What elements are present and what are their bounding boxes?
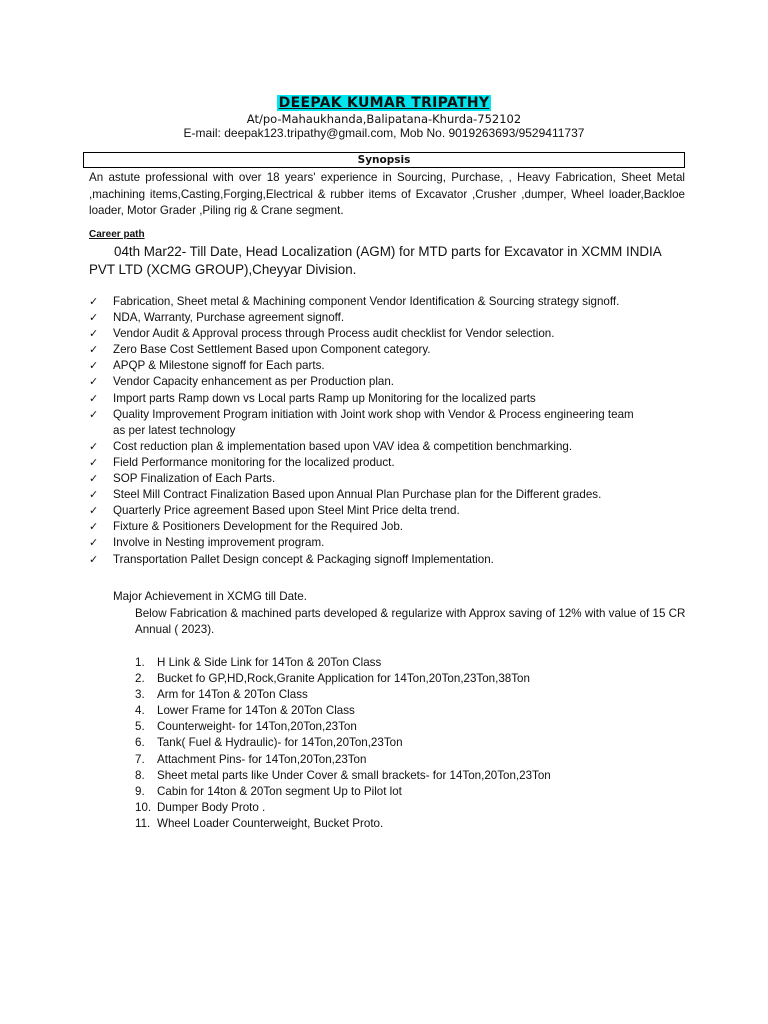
- achievement-number: 4.: [135, 704, 145, 718]
- responsibility-text: Zero Base Cost Settlement Based upon Component category.: [113, 343, 431, 357]
- achievement-text: Sheet metal parts like Under Cover & small brackets- for 14Ton,20Ton,23Ton: [157, 768, 551, 782]
- responsibility-text: Vendor Capacity enhancement as per Production plan.: [113, 375, 395, 389]
- responsibility-text: APQP & Milestone signoff for Each parts.: [113, 359, 325, 373]
- responsibility-text: NDA, Warranty, Purchase agreement signoff.: [113, 311, 345, 325]
- achievement-item: [135, 719, 655, 735]
- contact-line: E-mail: deepak123.tripathy@gmail.com, Mob No. 9019263693/9529411737: [183, 126, 585, 140]
- career-path-label: Career path: [89, 229, 145, 240]
- achievement-number: 1.: [135, 656, 145, 669]
- achievement-text: Tank( Fuel & Hydraulic)- for 14Ton,20Ton,23Ton: [157, 736, 403, 750]
- responsibility-item: [89, 487, 649, 503]
- achievement-item: [135, 768, 655, 784]
- current-role-text: 04th Mar22- Till Date, Head Localization (AGM) for MTD parts for Excavator in XCMM INDIA PVT LTD (XCMG GROUP),Cheyyar Division.: [89, 244, 661, 277]
- responsibility-item: [89, 294, 649, 310]
- achievement-item: [135, 687, 655, 703]
- responsibility-text: Involve in Nesting improvement program.: [113, 536, 325, 550]
- achievement-number: 5.: [135, 720, 145, 734]
- check-icon: ✓: [89, 327, 99, 341]
- achievement-item: [135, 752, 655, 768]
- achievement-item: [135, 816, 655, 832]
- achievement-text: Wheel Loader Counterweight, Bucket Proto.: [157, 816, 384, 830]
- achievement-number: 8.: [135, 768, 145, 782]
- check-icon: ✓: [89, 504, 99, 518]
- achievements-description: Below Fabrication & machined parts developed & regularize with Approx saving of 12% with value of 15 CR Annual ( 2023).: [135, 607, 686, 636]
- responsibility-item: [89, 455, 649, 471]
- responsibility-item: [89, 519, 649, 535]
- achievement-text: Counterweight- for 14Ton,20Ton,23Ton: [157, 720, 357, 734]
- achievement-text: Dumper Body Proto .: [157, 800, 266, 814]
- responsibility-text: Quarterly Price agreement Based upon Steel Mint Price delta trend.: [113, 504, 460, 518]
- candidate-name: DEEPAK KUMAR TRIPATHY: [278, 95, 490, 111]
- check-icon: ✓: [89, 375, 99, 389]
- responsibilities-list: [89, 294, 649, 568]
- responsibility-item: [89, 310, 649, 326]
- responsibility-item: [89, 439, 649, 455]
- achievement-number: 3.: [135, 688, 145, 702]
- responsibility-text: Vendor Audit & Approval process through Process audit checklist for Vendor selection.: [113, 327, 555, 341]
- achievement-number: 6.: [135, 736, 145, 750]
- responsibility-item: [89, 471, 649, 487]
- responsibility-item: [89, 407, 649, 439]
- responsibility-text: Cost reduction plan & implementation based upon VAV idea & competition benchmarking.: [113, 439, 573, 453]
- responsibility-item: [89, 358, 649, 374]
- responsibility-item: [89, 552, 649, 568]
- achievements-list: [135, 655, 655, 832]
- achievement-text: Cabin for 14ton & 20Ton segment Up to Pilot lot: [157, 784, 402, 798]
- achievement-number: 7.: [135, 752, 145, 766]
- synopsis-text: An astute professional with over 18 years' experience in Sourcing, Purchase, , Heavy Fabrication, Sheet Metal ,machining items,Casting,Forging,Electrical & rubber items of Excavator ,Crusher ,dumper, Wheel loader,Backloe loader, Motor Grader ,Piling rig & Crane segment.: [89, 171, 685, 217]
- responsibility-item: [89, 326, 649, 342]
- responsibility-item: [89, 503, 649, 519]
- check-icon: ✓: [89, 295, 99, 308]
- responsibility-item: [89, 535, 649, 551]
- check-icon: ✓: [89, 552, 99, 566]
- achievement-number: 11.: [135, 816, 151, 830]
- responsibility-text: Fixture & Positioners Development for the Required Job.: [113, 520, 403, 534]
- responsibility-text: Quality Improvement Program initiation with Joint work shop with Vendor & Process engineering team as per latest technology: [113, 407, 634, 437]
- check-icon: ✓: [89, 359, 99, 373]
- check-icon: ✓: [89, 472, 99, 486]
- synopsis-heading: Synopsis: [83, 152, 685, 168]
- check-icon: ✓: [89, 455, 99, 469]
- achievement-number: 2.: [135, 672, 145, 686]
- achievement-item: [135, 703, 655, 719]
- achievement-text: Bucket fo GP,HD,Rock,Granite Application for 14Ton,20Ton,23Ton,38Ton: [157, 672, 530, 686]
- achievement-text: Attachment Pins- for 14Ton,20Ton,23Ton: [157, 752, 367, 766]
- achievements-title: Major Achievement in XCMG till Date.: [113, 590, 307, 603]
- achievement-text: Arm for 14Ton & 20Ton Class: [157, 688, 308, 702]
- achievement-item: [135, 784, 655, 800]
- achievement-number: 10.: [135, 800, 152, 814]
- achievement-text: Lower Frame for 14Ton & 20Ton Class: [157, 704, 355, 718]
- achievement-number: 9.: [135, 784, 145, 798]
- achievement-item: [135, 800, 655, 816]
- responsibility-text: Import parts Ramp down vs Local parts Ramp up Monitoring for the localized parts: [113, 391, 536, 405]
- check-icon: ✓: [89, 520, 99, 534]
- responsibility-text: Transportation Pallet Design concept & Packaging signoff Implementation.: [113, 552, 494, 566]
- check-icon: ✓: [89, 343, 99, 357]
- achievement-item: [135, 671, 655, 687]
- check-icon: ✓: [89, 311, 99, 325]
- responsibility-item: [89, 342, 649, 358]
- responsibility-item: [89, 374, 649, 390]
- achievement-item: [135, 735, 655, 751]
- achievement-item: [135, 655, 655, 671]
- responsibility-text: Steel Mill Contract Finalization Based upon Annual Plan Purchase plan for the Different grades.: [113, 488, 602, 502]
- responsibility-text: Fabrication, Sheet metal & Machining component Vendor Identification & Sourcing strategy signoff.: [113, 295, 620, 308]
- address-line: At/po-Mahaukhanda,Balipatana-Khurda-752102: [246, 112, 522, 126]
- responsibility-text: Field Performance monitoring for the localized product.: [113, 455, 395, 469]
- check-icon: ✓: [89, 536, 99, 550]
- check-icon: ✓: [89, 407, 99, 421]
- check-icon: ✓: [89, 391, 99, 405]
- responsibility-item: [89, 391, 649, 407]
- current-role: [89, 243, 689, 279]
- responsibility-text: SOP Finalization of Each Parts.: [113, 472, 276, 486]
- achievement-text: H Link & Side Link for 14Ton & 20Ton Class: [157, 656, 382, 669]
- check-icon: ✓: [89, 488, 99, 502]
- check-icon: ✓: [89, 439, 99, 453]
- name-heading-row: [0, 95, 768, 111]
